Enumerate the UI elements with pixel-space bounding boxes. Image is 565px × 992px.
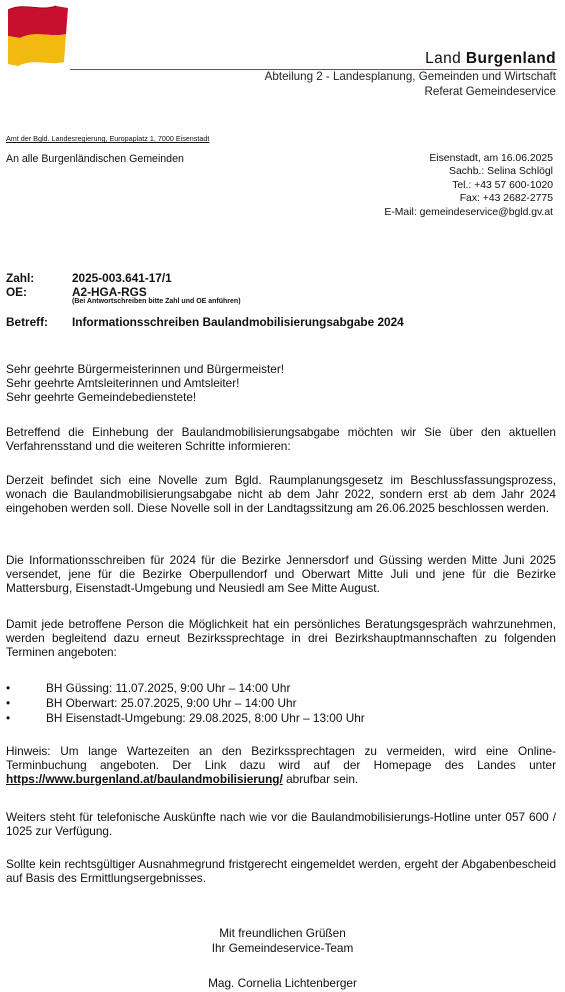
list-item: • BH Oberwart: 25.07.2025, 9:00 Uhr – 14:00 Uhr <box>6 696 297 710</box>
list-item: • BH Güssing: 11.07.2025, 9:00 Uhr – 14:00 Uhr <box>6 681 291 695</box>
closing-greeting: Mit freundlichen Grüßen Ihr Gemeindeservice-Team <box>0 926 565 955</box>
sender-line: Amt der Bgld. Landesregierung, Europaplatz 1, 7000 Eisenstadt <box>6 134 210 143</box>
booking-link[interactable]: https://www.burgenland.at/baulandmobilisierung/ <box>6 772 283 786</box>
brand-name: Burgenland <box>465 50 556 67</box>
email: E-Mail: gemeindeservice@bgld.gv.at <box>384 206 553 218</box>
fax: Fax: +43 2682-2775 <box>459 193 553 205</box>
burgenland-flag-logo <box>6 2 70 68</box>
letter-date: Eisenstadt, am 16.06.2025 <box>429 153 553 164</box>
salutation-line: Sehr geehrte Bürgermeisterinnen und Bürgermeister! <box>6 362 285 376</box>
paragraph-intro: Betreffend die Einhebung der Baulandmobilisierungsabgabe möchten wir Sie über den aktuellen Verfahrensstand und die weiteren Schritte informieren: <box>6 425 556 453</box>
paragraph-novelle: Derzeit befindet sich eine Novelle zum Bgld. Raumplanungsgesetz im Beschlussfassungsprozess, wonach die Baulandmobilisierungsabgabe nicht ab dem Jahr 2022, sondern erst ab dem Jahr 2024 eingehoben werden soll. Diese Novelle soll in der Landtagssitzung am 26.06.2025 beschlossen werden. <box>6 473 556 515</box>
unit-name: Referat Gemeindeservice <box>424 84 556 98</box>
zahl-label: Zahl: <box>6 271 35 285</box>
reference-note: (Bei Antwortschreiben bitte Zahl und OE anführen) <box>72 298 241 305</box>
phone: Tel.: +43 57 600-1020 <box>452 179 553 191</box>
brand-prefix: Land <box>425 50 462 67</box>
oe-value: A2-HGA-RGS <box>72 285 147 299</box>
paragraph-notice: Sollte kein rechtsgültiger Ausnahmegrund fristgerecht eingemeldet werden, ergeht der Abgabenbescheid auf Basis des Ermittlungsergebnisses. <box>6 857 556 885</box>
salutation-line: Sehr geehrte Amtsleiterinnen und Amtsleiter! <box>6 376 240 390</box>
appointment-list <box>6 681 365 726</box>
department-block <box>265 70 556 99</box>
zahl-value: 2025-003.641-17/1 <box>72 271 172 285</box>
paragraph-hint: Hinweis: Um lange Wartezeiten an den Bezirkssprechtagen zu vermeiden, wird eine Online-Terminbuchung angeboten. Der Link dazu wird auf der Homepage des Landes unter https://www.burgenland.at/baulandmobilisierung/ abrufbar sein. <box>6 744 556 786</box>
salutation-line: Sehr geehrte Gemeindebedienstete! <box>6 390 197 404</box>
salutation <box>6 362 556 404</box>
list-item: • BH Eisenstadt-Umgebung: 29.08.2025, 8:00 Uhr – 13:00 Uhr <box>6 711 365 725</box>
closing-team: Ihr Gemeindeservice-Team <box>211 940 354 955</box>
subject-label: Betreff: <box>6 315 48 329</box>
meta-block <box>384 152 553 219</box>
oe-label: OE: <box>6 285 27 299</box>
paragraph-hotline: Weiters steht für telefonische Auskünfte nach wie vor die Baulandmobilisierungs-Hotline unter 057 600 / 1025 zur Verfügung. <box>6 810 556 838</box>
brand-title <box>425 50 556 68</box>
signer-name: Mag. Cornelia Lichtenberger <box>208 976 357 990</box>
recipient: An alle Burgenländischen Gemeinden <box>6 153 184 165</box>
department-name: Abteilung 2 - Landesplanung, Gemeinden und Wirtschaft <box>264 70 556 83</box>
paragraph-consultation: Damit jede betroffene Person die Möglichkeit hat ein persönliches Beratungsgespräch wahrzunehmen, werden begleitend dazu erneut Bezirkssprechtage in drei Bezirkshauptmannschaften zu folgenden Terminen angeboten: <box>6 617 556 659</box>
paragraph-schedule: Die Informationsschreiben für 2024 für die Bezirke Jennersdorf und Güssing werden Mitte Juni 2025 versendet, jene für die Bezirke Oberpullendorf und Oberwart Mitte Juli und jene für die Bezirke Mattersburg, Eisenstadt-Umgebung und Neusiedl am See Mitte August. <box>6 553 556 595</box>
clerk: Sachb.: Selina Schlögl <box>449 166 553 178</box>
subject-value: Informationsschreiben Baulandmobilisierungsabgabe 2024 <box>72 315 404 329</box>
